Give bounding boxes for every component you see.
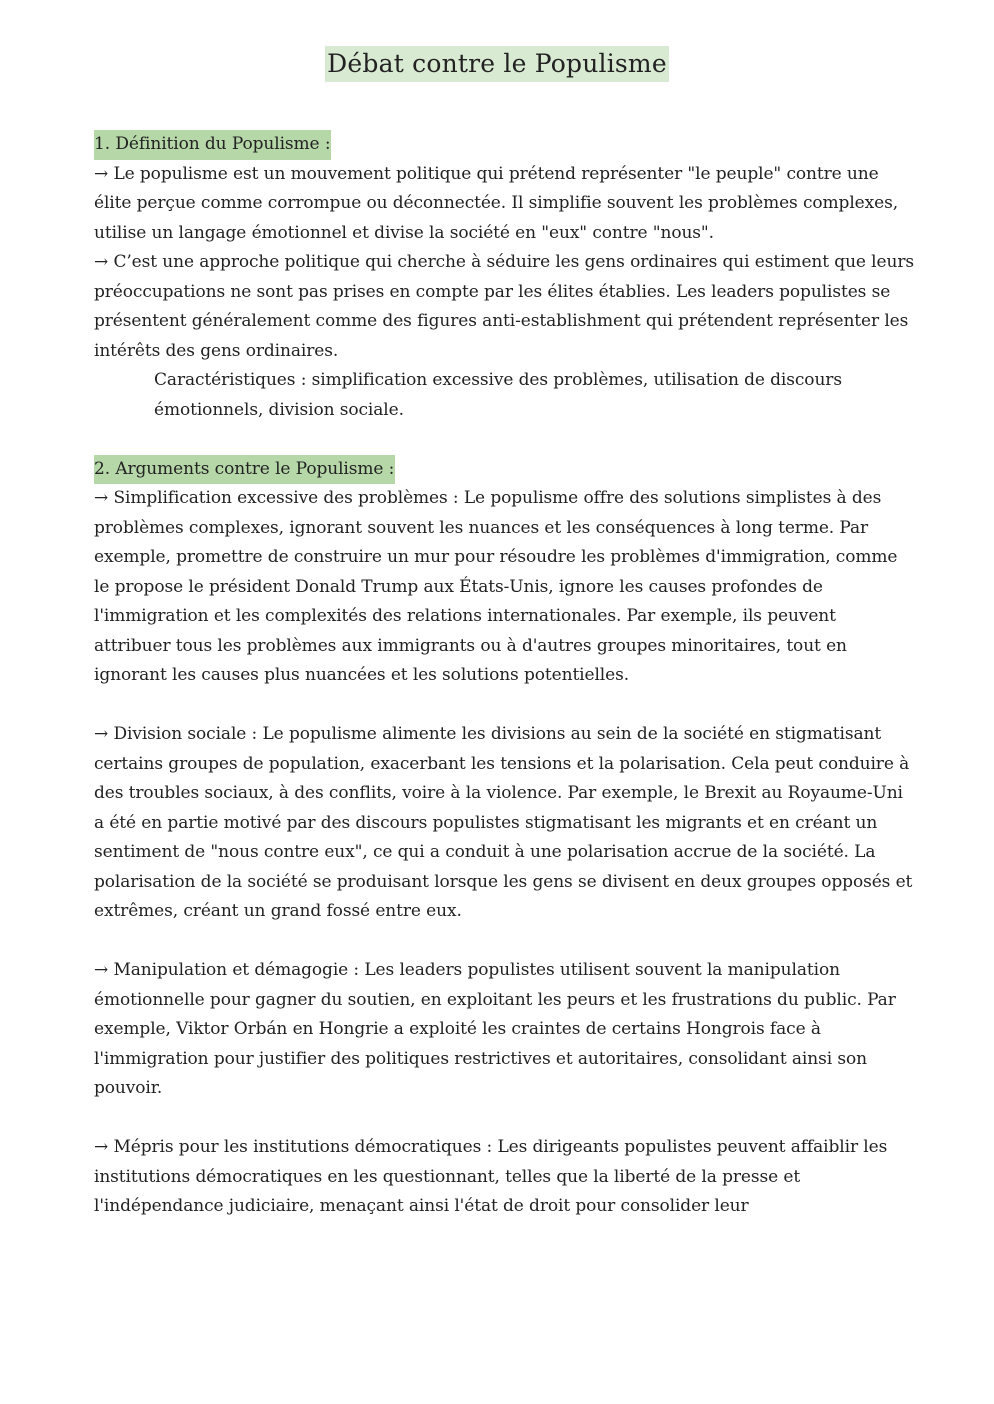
section2-paragraph-institutions: → Mépris pour les institutions démocratiques : Les dirigeants populistes peuvent affaiblir les institutions démocratiques en les questionnant, telles que la liberté de la presse et l'indépendance judiciaire, menaçant ainsi l'état de droit pour consolider leur [94, 1137, 888, 1216]
document-body [94, 130, 914, 1222]
section2-paragraph-manipulation: → Manipulation et démagogie : Les leaders populistes utilisent souvent la manipulation émotionnelle pour gagner du soutien, en exploitant les peurs et les frustrations du public. Par exemple, Viktor Orbán en Hongrie a exploité les craintes de certains Hongrois face à l'immigration pour justifier des politiques restrictives et autoritaires, consolidant ainsi son pouvoir. [94, 960, 896, 1098]
section2-paragraph-simplification: → Simplification excessive des problèmes : Le populisme offre des solutions simplistes à des problèmes complexes, ignorant souvent les nuances et les conséquences à long terme. Par exemple, promettre de construire un mur pour résoudre les problèmes d'immigration, comme le propose le président Donald Trump aux États-Unis, ignore les causes profondes de l'immigration et les complexités des relations internationales. Par exemple, ils peuvent attribuer tous les problèmes aux immigrants ou à d'autres groupes minoritaires, tout en ignorant les causes plus nuancées et les solutions potentielles. [94, 488, 898, 685]
title-container [0, 46, 994, 82]
section2-heading-line [94, 455, 914, 485]
section1-characteristics: Caractéristiques : simplification excessive des problèmes, utilisation de discours émotionnels, division sociale. [154, 370, 842, 420]
spacer [94, 1104, 914, 1134]
section2-paragraph-division: → Division sociale : Le populisme alimente les divisions au sein de la société en stigmatisant certains groupes de population, exacerbant les tensions et la polarisation. Cela peut conduire à des troubles sociaux, à des conflits, voire à la violence. Par exemple, le Brexit au Royaume-Uni a été en partie motivé par des discours populistes stigmatisant les migrants et en créant un sentiment de "nous contre eux", ce qui a conduit à une polarisation accrue de la société. La polarisation de la société se produisant lorsque les gens se divisent en deux groupes opposés et extrêmes, créant un grand fossé entre eux. [94, 724, 913, 921]
page-title: Débat contre le Populisme [325, 46, 669, 82]
spacer [94, 691, 914, 721]
section1-heading: 1. Définition du Populisme : [94, 130, 331, 160]
spacer [94, 425, 914, 455]
spacer [94, 927, 914, 957]
section1-paragraph-1: → Le populisme est un mouvement politique qui prétend représenter "le peuple" contre une élite perçue comme corrompue ou déconnectée. Il simplifie souvent les problèmes complexes, utilise un langage émotionnel et divise la société en "eux" contre "nous". [94, 163, 899, 243]
section1-paragraph-2: → C’est une approche politique qui cherche à séduire les gens ordinaires qui estiment que leurs préoccupations ne sont pas prises en compte par les élites établies. Les leaders populistes se présentent généralement comme des figures anti-establishment qui prétendent représenter les intérêts des gens ordinaires. [94, 252, 914, 361]
section2-heading: 2. Arguments contre le Populisme : [94, 455, 395, 485]
section1-heading-line [94, 130, 914, 160]
